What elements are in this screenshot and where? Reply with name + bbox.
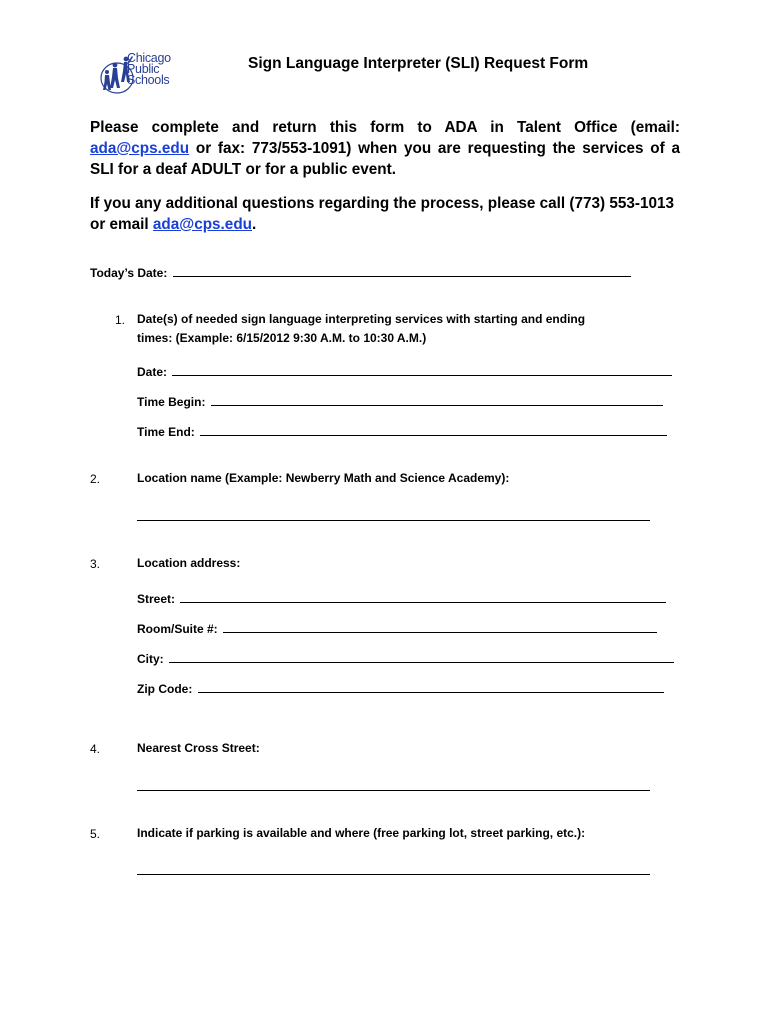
- q1-time-end-row: [137, 424, 667, 439]
- q1-text: [137, 310, 585, 348]
- q3-street-field[interactable]: [180, 591, 666, 603]
- q1-time-end-label: Time End:: [137, 425, 195, 439]
- q3-zip-row: [137, 681, 664, 696]
- q1-date-field[interactable]: [172, 364, 672, 376]
- q3-room-label: Room/Suite #:: [137, 622, 218, 636]
- q3-street-label: Street:: [137, 592, 176, 606]
- q1-text-line-2: times: (Example: 6/15/2012 9:30 A.M. to 10:30 A.M.): [137, 331, 427, 345]
- todays-date-row: [90, 265, 631, 280]
- questions-text-1: If you any additional questions regarding the process, please call (773) 553-1013 or email: [90, 195, 675, 233]
- q1-time-begin-label: Time Begin:: [137, 395, 206, 409]
- q3-city-label: City:: [137, 652, 164, 666]
- logo-line-1: Chicago: [127, 51, 171, 65]
- todays-date-label: Today’s Date:: [90, 266, 168, 280]
- logo-line-2: Public: [127, 62, 160, 76]
- page-title: Sign Language Interpreter (SLI) Request Form: [248, 55, 589, 72]
- q4-field[interactable]: [137, 790, 650, 791]
- q2-number: 2.: [90, 472, 101, 486]
- q1-text-line-1: Date(s) of needed sign language interpreting services with starting and ending: [137, 312, 586, 326]
- q3-street-row: [137, 591, 666, 606]
- q5-field[interactable]: [137, 874, 650, 875]
- cps-logo: [100, 52, 196, 96]
- logo-line-3: Schools: [127, 73, 170, 87]
- intro-email-link[interactable]: ada@cps.edu: [90, 140, 190, 157]
- q1-date-row: [137, 364, 672, 379]
- q5-number: 5.: [90, 827, 101, 841]
- q4-number: 4.: [90, 742, 101, 756]
- q3-room-row: [137, 621, 657, 636]
- q2-field[interactable]: [137, 520, 650, 521]
- questions-text-2: .: [252, 216, 257, 233]
- intro-paragraph: [90, 117, 680, 180]
- q1-number: 1.: [115, 313, 126, 327]
- q3-city-row: [137, 651, 674, 666]
- questions-paragraph: [90, 193, 680, 235]
- q3-room-field[interactable]: [223, 621, 657, 633]
- q3-text: Location address:: [137, 556, 241, 570]
- q3-zip-field[interactable]: [198, 681, 664, 693]
- q4-text: Nearest Cross Street:: [137, 741, 260, 755]
- intro-text-1: Please complete and return this form to ADA in Talent Office (email:: [90, 119, 680, 136]
- q1-time-begin-row: [137, 394, 663, 409]
- q3-number: 3.: [90, 557, 101, 571]
- intro-text-2: or fax: 773/553-1091) when you are requesting the services of a SLI for a deaf ADULT or for a public event.: [90, 140, 680, 178]
- logo-text: [127, 53, 171, 86]
- q1-time-begin-field[interactable]: [211, 394, 663, 406]
- todays-date-field[interactable]: [173, 265, 631, 277]
- q3-zip-label: Zip Code:: [137, 682, 193, 696]
- q5-text: Indicate if parking is available and where (free parking lot, street parking, etc.):: [137, 826, 586, 840]
- q1-time-end-field[interactable]: [200, 424, 667, 436]
- questions-email-link[interactable]: ada@cps.edu: [152, 216, 253, 233]
- q2-text: Location name (Example: Newberry Math and Science Academy):: [137, 471, 510, 485]
- q1-date-label: Date:: [137, 365, 168, 379]
- q3-city-field[interactable]: [169, 651, 674, 663]
